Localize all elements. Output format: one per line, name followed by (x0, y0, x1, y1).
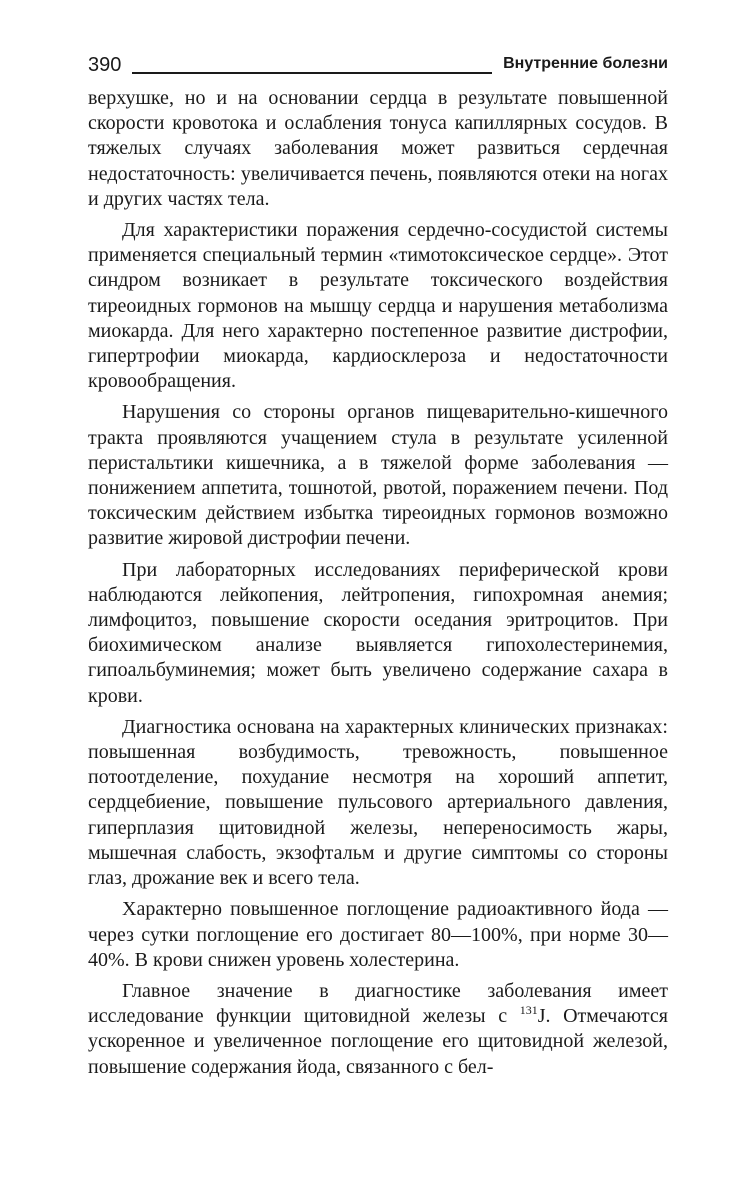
paragraph-diagnostics: Диагностика основана на характерных клинических признаках: повышенная возбудимость, тревожность, повышенное потоотделение, похудание несмотря на хороший аппетит, сердцебиение, повышение пульсового артериального давления, гиперплазия щитовидной железы, непереносимость жары, мышечная слабость, экзофтальм и другие симптомы со стороны глаз, дрожание век и всего тела. (88, 715, 668, 890)
paragraph-text-before: Главное значение в диагностике заболевания имеет исследование функции щитовидной железы с (88, 979, 668, 1028)
paragraph-laboratory-findings: При лабораторных исследованиях периферической крови наблюдаются лейкопения, лейтропения, гипохромная анемия; лимфоцитоз, повышение скорости оседания эритроцитов. При биохимическом анализе выявляется гипохолестеринемия, гипоальбуминемия; может быть увеличено содержание сахара в крови. (88, 558, 668, 707)
paragraph-thyrotoxic-heart: Для характеристики поражения сердечно-сосудистой системы применяется специальный термин «тимотоксическое сердце». Этот синдром возникает в результате токсического воздействия тиреоидных гормонов на мышцу сердца и нарушения метаболизма миокарда. Для него характерно постепенное развитие дистрофии, гипертрофии миокарда, кардиосклероза и недостаточности кровообращения. (88, 219, 668, 393)
paragraph-text-after: J. Отмечаются ускоренное и увеличенное поглощение его щитовидной железой, повышение содержания йода, связанного с бел- (88, 1005, 668, 1078)
running-head: Внутренние болезни (503, 55, 668, 72)
page-body (88, 86, 668, 1086)
page-header (88, 52, 668, 80)
paragraph-radioactive-iodine: Характерно повышенное поглощение радиоактивного йода — через сутки поглощение его достигает 80—100%, при норме 30—40%. В крови снижен уровень холестерина. (88, 898, 668, 971)
page-number: 390 (88, 54, 122, 76)
header-rule (132, 72, 492, 74)
paragraph-continuation: верхушке, но и на основании сердца в результате повышенной скорости кровотока и ослабления тонуса капиллярных сосудов. В тяжелых случаях заболевания может развиться сердечная недостаточность: увеличивается печень, появляются отеки на ногах и других частях тела. (88, 87, 668, 210)
paragraph-digestive-disorders: Нарушения со стороны органов пищеварительно-кишечного тракта проявляются учащением стула в результате усиленной перистальтики кишечника, а в тяжелой форме заболевания — понижением аппетита, тошнотой, рвотой, поражением печени. Под токсическим действием избытка тиреоидных гормонов возможно развитие жировой дистрофии печени. (88, 401, 668, 550)
paragraph-thyroid-function (88, 979, 668, 1080)
isotope-superscript: 131 (519, 1003, 538, 1018)
